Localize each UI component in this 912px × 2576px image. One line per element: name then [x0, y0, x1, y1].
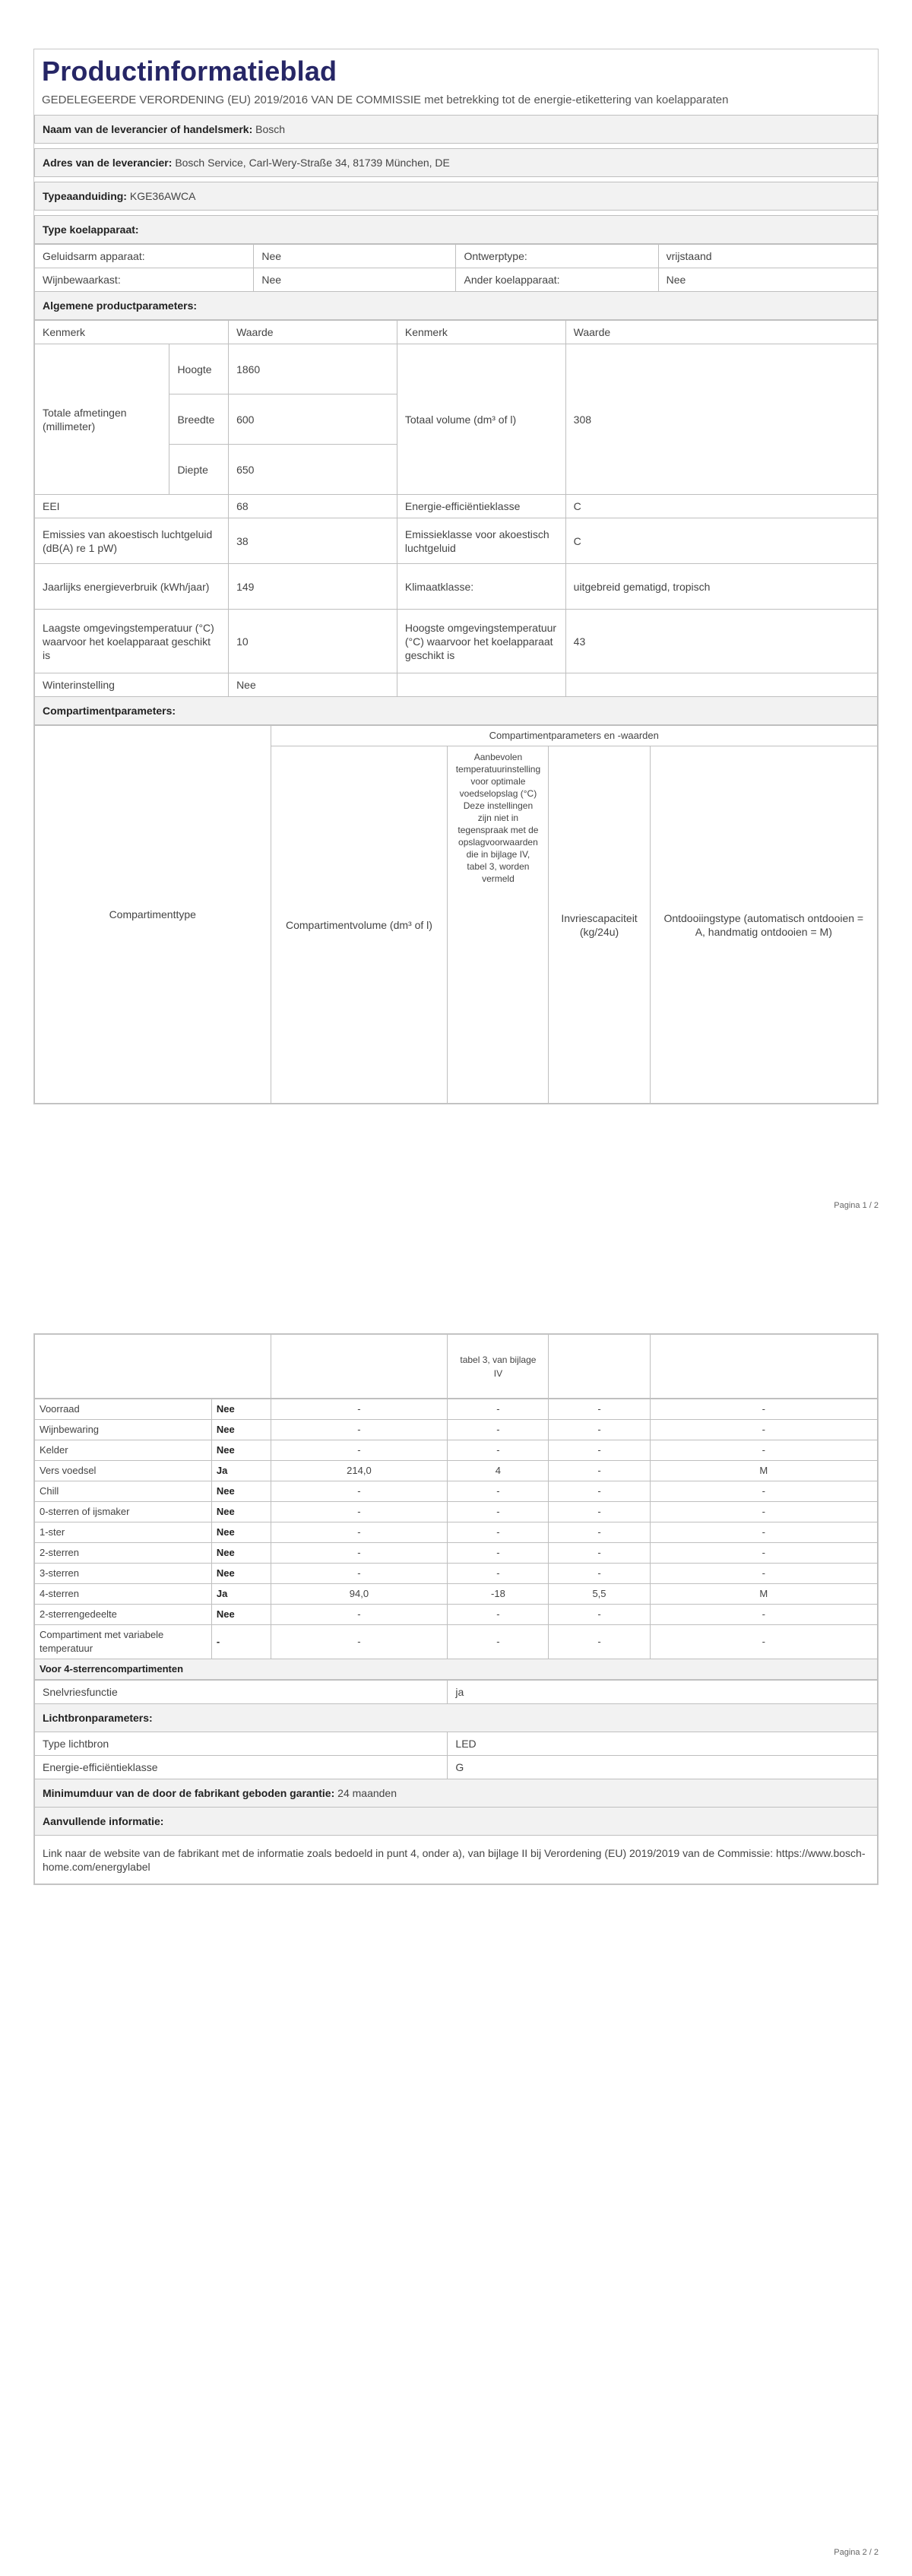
supplier-address-row	[35, 149, 878, 177]
param-label: Energie-efficiëntieklasse	[397, 495, 565, 518]
empty-cell	[650, 1335, 877, 1399]
empty-cell	[549, 1335, 650, 1399]
cell-label: Ander koelapparaat:	[456, 268, 658, 292]
param-label: Emissieklasse voor akoestisch luchtgeluid	[397, 518, 565, 564]
compartment-volume: -	[271, 1564, 448, 1584]
total-volume-label: Totaal volume (dm³ of l)	[397, 344, 565, 495]
cell-value: Nee	[254, 268, 456, 292]
supplier-address-label: Adres van de leverancier:	[43, 157, 173, 169]
dimension-key: Hoogte	[169, 344, 229, 394]
compartment-temp: -18	[448, 1584, 549, 1605]
compartment-type: 2-sterren	[35, 1543, 212, 1564]
compartment-volume: -	[271, 1399, 448, 1420]
quick-freeze-value: ja	[448, 1681, 878, 1704]
empty-cell	[271, 1335, 448, 1399]
compartment-volume: 94,0	[271, 1584, 448, 1605]
device-type-row	[35, 245, 878, 268]
param-label: EEI	[35, 495, 229, 518]
param-row	[35, 610, 878, 673]
supplier-address-value: Bosch Service, Carl-Wery-Straße 34, 81739 München, DE	[175, 157, 450, 169]
device-type-table	[34, 244, 878, 320]
additional-info-cell	[35, 1836, 878, 1884]
compartment-defrost: -	[650, 1564, 877, 1584]
compartment-row	[35, 1522, 878, 1543]
compartment-freeze: -	[549, 1461, 650, 1481]
compartment-freeze: -	[549, 1440, 650, 1461]
col-header: Kenmerk	[397, 321, 565, 344]
compartment-volume: -	[271, 1420, 448, 1440]
compartment-header-cont	[34, 1334, 878, 1399]
param-value: uitgebreid gematigd, tropisch	[565, 564, 877, 610]
page-1	[0, 0, 912, 1227]
compartment-temp: -	[448, 1399, 549, 1420]
compartment-present: -	[211, 1625, 271, 1659]
compartment-type: Wijnbewaring	[35, 1420, 212, 1440]
quick-freeze-label: Snelvriesfunctie	[35, 1681, 448, 1704]
compartment-row	[35, 1399, 878, 1420]
compartment-defrost: -	[650, 1399, 877, 1420]
compartment-defrost: -	[650, 1420, 877, 1440]
param-value: 68	[229, 495, 397, 518]
compartment-header-table	[34, 725, 878, 1104]
compartment-present: Nee	[211, 1522, 271, 1543]
info-sheet-part-1	[33, 49, 879, 1104]
compartment-freeze: 5,5	[549, 1584, 650, 1605]
compartment-type: 4-sterren	[35, 1584, 212, 1605]
compartment-defrost: -	[650, 1481, 877, 1502]
param-row	[35, 564, 878, 610]
compartment-freeze: -	[549, 1625, 650, 1659]
param-row	[35, 673, 878, 697]
compartment-present: Ja	[211, 1584, 271, 1605]
compartment-defrost: M	[650, 1461, 877, 1481]
compartment-type: 0-sterren of ijsmaker	[35, 1502, 212, 1522]
compartment-volume-header: Compartimentvolume (dm³ of l)	[271, 746, 448, 1104]
compartment-row	[35, 1605, 878, 1625]
device-type-row	[35, 268, 878, 292]
dimension-value: 1860	[229, 344, 397, 394]
dimension-value: 650	[229, 445, 397, 495]
compartment-defrost: -	[650, 1440, 877, 1461]
compartment-type: Chill	[35, 1481, 212, 1502]
compartment-freeze: -	[549, 1481, 650, 1502]
compartment-freeze: -	[549, 1564, 650, 1584]
page-title: Productinformatieblad	[42, 55, 337, 87]
warranty-label: Minimumduur van de door de fabrikant geboden garantie:	[43, 1787, 335, 1799]
param-value: 38	[229, 518, 397, 564]
compartment-temp: -	[448, 1564, 549, 1584]
compartment-defrost: -	[650, 1605, 877, 1625]
compartment-present: Nee	[211, 1481, 271, 1502]
compartment-present: Nee	[211, 1440, 271, 1461]
general-params-heading: Algemene productparameters:	[35, 292, 878, 320]
dimensions-label: Totale afmetingen (millimeter)	[35, 344, 169, 495]
dimension-key: Breedte	[169, 394, 229, 445]
cell-label: Ontwerptype:	[456, 245, 658, 268]
warranty-value: 24 maanden	[337, 1787, 397, 1799]
light-type-value: LED	[448, 1732, 878, 1756]
page-2	[0, 1227, 912, 2576]
param-label	[397, 673, 565, 697]
param-label: Jaarlijks energieverbruik (kWh/jaar)	[35, 564, 229, 610]
compartment-freeze: -	[549, 1502, 650, 1522]
defrost-type-header: Ontdooiingstype (automatisch ontdooien = A, handmatig ontdooien = M)	[650, 746, 877, 1104]
light-class-label: Energie-efficiëntieklasse	[35, 1756, 448, 1779]
compartment-present: Nee	[211, 1564, 271, 1584]
cell-value: Nee	[658, 268, 877, 292]
param-label: Hoogste omgevingstemperatuur (°C) waarvoor het koelapparaat geschikt is	[397, 610, 565, 673]
compartment-present: Nee	[211, 1605, 271, 1625]
compartment-defrost: M	[650, 1584, 877, 1605]
param-label: Klimaatklasse:	[397, 564, 565, 610]
compartment-group-header: Compartimentparameters en -waarden	[271, 726, 877, 746]
compartment-temp: -	[448, 1605, 549, 1625]
light-type-label: Type lichtbron	[35, 1732, 448, 1756]
compartment-row	[35, 1440, 878, 1461]
compartment-freeze: -	[549, 1605, 650, 1625]
compartment-freeze: -	[549, 1399, 650, 1420]
cell-value: vrijstaand	[658, 245, 877, 268]
compartment-freeze: -	[549, 1522, 650, 1543]
param-row	[35, 495, 878, 518]
compartment-volume: -	[271, 1625, 448, 1659]
compartment-defrost: -	[650, 1625, 877, 1659]
dimension-value: 600	[229, 394, 397, 445]
four-star-heading: Voor 4-sterrencompartimenten	[35, 1659, 878, 1680]
compartment-present: Nee	[211, 1543, 271, 1564]
compartment-params-heading: Compartimentparameters:	[35, 697, 878, 725]
compartment-type: 3-sterren	[35, 1564, 212, 1584]
model-identifier-value: KGE36AWCA	[129, 190, 196, 202]
warranty-row	[35, 1779, 878, 1808]
compartment-row	[35, 1625, 878, 1659]
compartment-freeze: -	[549, 1543, 650, 1564]
info-sheet-part-2	[33, 1333, 879, 1885]
param-value: C	[565, 495, 877, 518]
empty-cell	[35, 1335, 271, 1399]
compartment-volume: -	[271, 1481, 448, 1502]
compartment-volume: 214,0	[271, 1461, 448, 1481]
param-row	[35, 518, 878, 564]
compartment-temp: -	[448, 1420, 549, 1440]
dimension-key: Diepte	[169, 445, 229, 495]
compartment-type-header: Compartimenttype	[35, 726, 271, 1104]
compartment-temp: -	[448, 1522, 549, 1543]
compartment-present: Nee	[211, 1420, 271, 1440]
compartment-freeze: -	[549, 1420, 650, 1440]
compartment-temp: -	[448, 1440, 549, 1461]
freezing-capacity-header: Invriescapaciteit (kg/24u)	[549, 746, 650, 1104]
cell-label: Wijnbewaarkast:	[35, 268, 254, 292]
param-value: 10	[229, 610, 397, 673]
col-header: Waarde	[229, 321, 397, 344]
compartment-present: Nee	[211, 1502, 271, 1522]
four-star-table	[34, 1680, 878, 1884]
supplier-name-value: Bosch	[255, 123, 286, 135]
compartment-type: Vers voedsel	[35, 1461, 212, 1481]
additional-info-text: Link naar de website van de fabrikant met de informatie zoals bedoeld in punt 4, onder a), van bijlage II bij Verordening (EU) 2019/2019 van de Commissie:	[43, 1846, 774, 1859]
compartment-type: 2-sterrengedeelte	[35, 1605, 212, 1625]
compartment-present: Ja	[211, 1461, 271, 1481]
device-type-heading: Type koelapparaat:	[35, 216, 878, 244]
compartment-volume: -	[271, 1502, 448, 1522]
param-value: C	[565, 518, 877, 564]
light-class-value: G	[448, 1756, 878, 1779]
compartment-row	[35, 1543, 878, 1564]
compartment-type: Kelder	[35, 1440, 212, 1461]
compartment-row	[35, 1481, 878, 1502]
compartment-row	[35, 1420, 878, 1440]
param-label: Emissies van akoestisch luchtgeluid (dB(A) re 1 pW)	[35, 518, 229, 564]
compartment-defrost: -	[650, 1522, 877, 1543]
compartment-row	[35, 1461, 878, 1481]
regulation-intro: GEDELEGEERDE VERORDENING (EU) 2019/2016 VAN DE COMMISSIE met betrekking tot de energie-etikettering van koelapparaten	[42, 93, 729, 106]
compartment-volume: -	[271, 1440, 448, 1461]
supplier-name-label: Naam van de leverancier of handelsmerk:	[43, 123, 253, 135]
compartment-row	[35, 1564, 878, 1584]
model-identifier-label: Typeaanduiding:	[43, 190, 127, 202]
compartment-type: Compartiment met variabele temperatuur	[35, 1625, 212, 1659]
dimension-row	[35, 344, 878, 394]
compartment-defrost: -	[650, 1543, 877, 1564]
supplier-table	[34, 115, 878, 244]
additional-info-heading: Aanvullende informatie:	[35, 1808, 878, 1836]
general-params-table	[34, 320, 878, 725]
supplier-name-row	[35, 116, 878, 144]
param-label: Winterinstelling	[35, 673, 229, 697]
page-number: Pagina 1 / 2	[834, 1201, 879, 1210]
recommended-temp-header-cont: tabel 3, van bijlage IV	[448, 1335, 549, 1399]
compartment-present: Nee	[211, 1399, 271, 1420]
compartment-temp: -	[448, 1502, 549, 1522]
total-volume-value: 308	[565, 344, 877, 495]
param-value: 43	[565, 610, 877, 673]
cell-value: Nee	[254, 245, 456, 268]
compartment-defrost: -	[650, 1502, 877, 1522]
col-header: Waarde	[565, 321, 877, 344]
compartment-row	[35, 1502, 878, 1522]
compartment-type: Voorraad	[35, 1399, 212, 1420]
compartment-volume: -	[271, 1522, 448, 1543]
compartment-volume: -	[271, 1543, 448, 1564]
param-value: Nee	[229, 673, 397, 697]
recommended-temp-header: Aanbevolen temperatuurinstelling voor optimale voedselopslag (°C) Deze instellingen zijn niet in tegenspraak met de opslagvoorwaarden die in bijlage IV, tabel 3, worden vermeld	[448, 746, 549, 1104]
param-value	[565, 673, 877, 697]
page-number: Pagina 2 / 2	[834, 2548, 879, 2557]
energylabel-link[interactable]: https://www.bosch-home.com/energylabel	[43, 1846, 866, 1873]
compartment-temp: 4	[448, 1461, 549, 1481]
compartment-rows-table	[34, 1399, 878, 1680]
param-value: 149	[229, 564, 397, 610]
compartment-temp: -	[448, 1625, 549, 1659]
cell-label: Geluidsarm apparaat:	[35, 245, 254, 268]
light-source-heading: Lichtbronparameters:	[35, 1704, 878, 1732]
param-label: Laagste omgevingstemperatuur (°C) waarvoor het koelapparaat geschikt is	[35, 610, 229, 673]
compartment-volume: -	[271, 1605, 448, 1625]
col-header: Kenmerk	[35, 321, 229, 344]
compartment-type: 1-ster	[35, 1522, 212, 1543]
model-identifier-row	[35, 182, 878, 211]
compartment-row	[35, 1584, 878, 1605]
compartment-temp: -	[448, 1481, 549, 1502]
general-params-header	[35, 321, 878, 344]
compartment-temp: -	[448, 1543, 549, 1564]
